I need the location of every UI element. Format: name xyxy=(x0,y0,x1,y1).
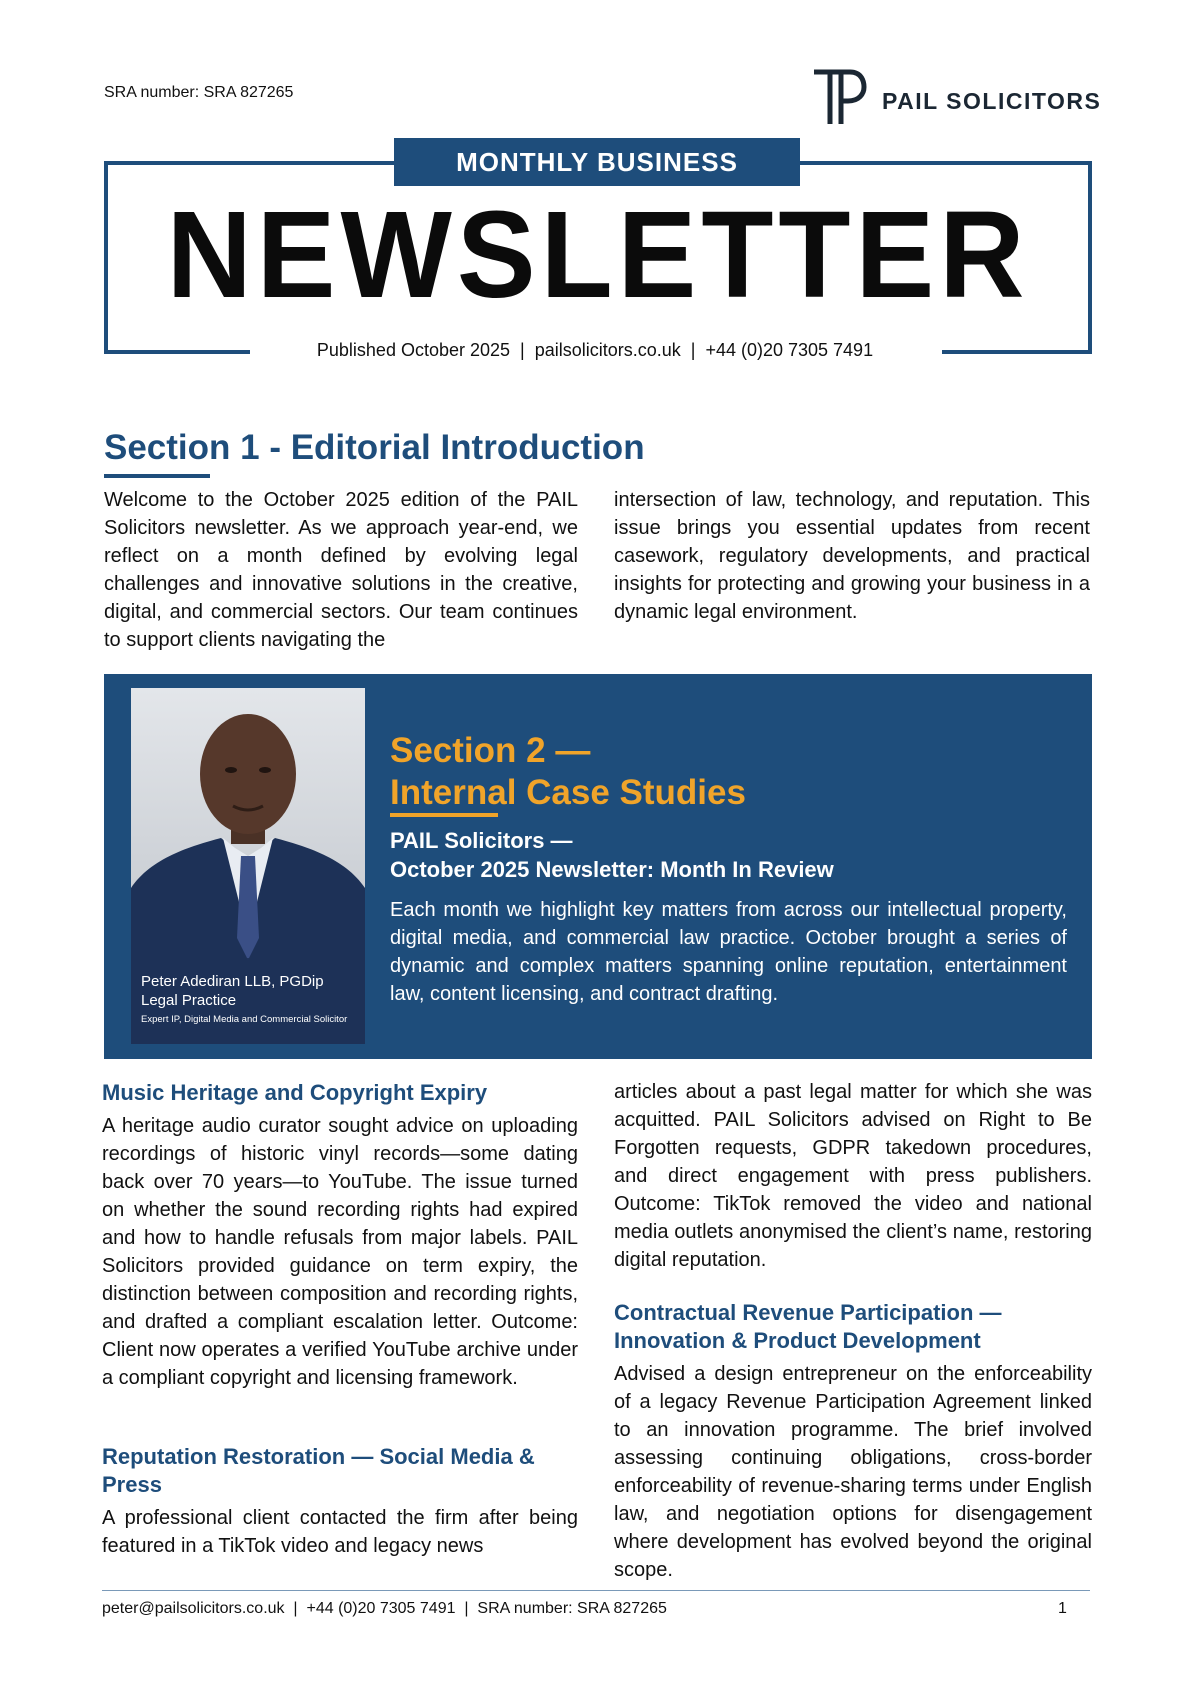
article-reputation-body-continued: articles about a past legal matter for which she was acquitted. PAIL Solicitors advised on Right to Be Forgotten requests, GDPR takedown procedures, and direct engagement with press publishers. Outcome: TikTok removed the video and national media outlets anonymised the client’s name, restoring digital reputation. xyxy=(614,1081,1092,1271)
sra-number-header: SRA number: SRA 827265 xyxy=(104,84,294,101)
section2-subtitle-line2: October 2025 Newsletter: Month In Review xyxy=(390,857,834,882)
publication-line: Published October 2025 | pailsolicitors.co.uk | +44 (0)20 7305 7491 xyxy=(316,340,874,360)
firm-name: PAIL SOLICITORS xyxy=(882,88,1102,114)
solicitor-photo xyxy=(131,688,365,1044)
article-music-heritage-title: Music Heritage and Copyright Expiry xyxy=(102,1080,488,1105)
article-revenue-body: Advised a design entrepreneur on the enforceability of a legacy Revenue Participation Agreement linked to an innovation programme. The brief involved assessing continuing obligations, cross-border enforceability of revenue-sharing terms under English law, and negotiation options for disengagement where development has evolved beyond the original scope. xyxy=(614,1363,1092,1581)
section1-body-right: intersection of law, technology, and reputation. This issue brings you essential updates from recent casework, regulatory developments, and practical insights for protecting and growing your business in a dynamic legal environment. xyxy=(614,489,1090,623)
photo-caption-role: Expert IP, Digital Media and Commercial Solicitor xyxy=(141,1014,348,1025)
section2-heading xyxy=(390,730,746,814)
article-reputation-body: A professional client contacted the firm after being featured in a TikTok video and legacy news xyxy=(102,1507,578,1557)
section1-underline xyxy=(104,474,210,478)
section1-heading: Section 1 - Editorial Introduction xyxy=(104,428,645,467)
section2-subtitle xyxy=(390,826,834,884)
photo-name-line2: Legal Practice xyxy=(141,992,237,1009)
footer-contact: peter@pailsolicitors.co.uk | +44 (0)20 7305 7491 | SRA number: SRA 827265 xyxy=(102,1600,667,1617)
section2-heading-line2: Internal Case Studies xyxy=(390,773,746,812)
pail-monogram-logo xyxy=(810,66,870,128)
photo-name-line1: Peter Adediran LLB, PGDip xyxy=(141,973,324,990)
section2-subtitle-line1: PAIL Solicitors — xyxy=(390,828,573,853)
article-revenue-title: Contractual Revenue Participation — Innovation & Product Development xyxy=(614,1300,1002,1353)
firm-logo xyxy=(810,66,1100,132)
article-reputation-title: Reputation Restoration — Social Media & Press xyxy=(102,1444,535,1497)
photo-caption-name xyxy=(141,972,324,1010)
section1-body-left: Welcome to the October 2025 edition of the PAIL Solicitors newsletter. As we approach year-end, we reflect on a month defined by evolving legal challenges and innovative solutions in the creative, digital, and commercial sectors. Our team continues to support clients navigating the xyxy=(104,489,578,651)
newsletter-title: NEWSLETTER xyxy=(166,185,1030,325)
footer-divider xyxy=(102,1590,1090,1591)
section2-underline xyxy=(390,813,498,817)
section2-body: Each month we highlight key matters from across our intellectual property, digital media, and commercial law practice. October brought a series of dynamic and complex matters spanning online reputation, entertainment law, content licensing, and contract drafting. xyxy=(390,899,1067,1005)
page-number: 1 xyxy=(1058,1600,1067,1617)
masthead-banner: MONTHLY BUSINESS xyxy=(394,138,800,186)
article-music-heritage-body: A heritage audio curator sought advice on uploading recordings of historic vinyl records—some dating back over 70 years—to YouTube. The issue turned on whether the sound recording rights had expired and how to handle refusals from major labels. PAIL Solicitors provided guidance on term expiry, the distinction between composition and recording rights, and drafted a compliant escalation letter. Outcome: Client now operates a verified YouTube archive under a compliant copyright and licensing framework. xyxy=(102,1115,578,1389)
section2-heading-line1: Section 2 — xyxy=(390,731,591,770)
